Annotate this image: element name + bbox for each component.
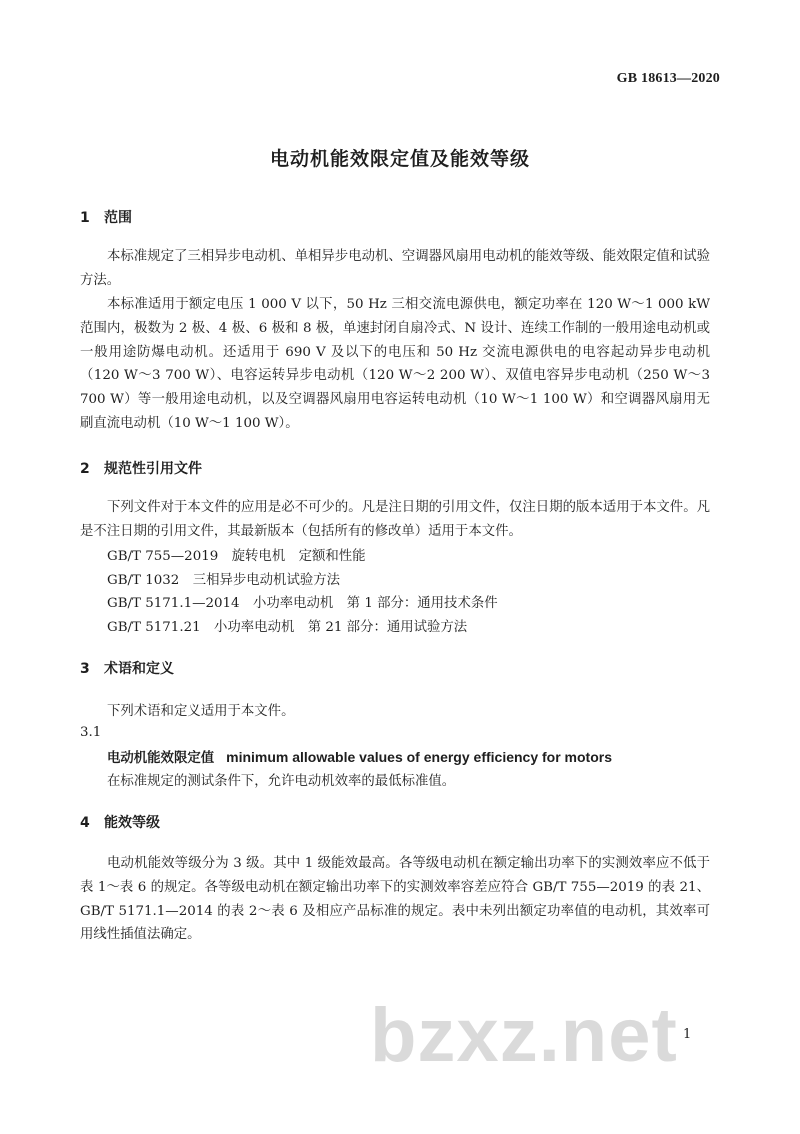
section-1-heading — [80, 207, 132, 227]
document-title: 电动机能效限定值及能效等级 — [269, 148, 530, 170]
section-number: 3 — [80, 661, 90, 677]
term-english: minimum allowable values of energy efficiency for motors — [226, 749, 613, 765]
section-number: 2 — [80, 461, 90, 477]
section-title: 范围 — [104, 210, 132, 226]
section-number: 1 — [80, 210, 90, 226]
section-1-paragraph-2: 本标准适用于额定电压 1 000 V 以下，50 Hz 三相交流电源供电，额定功率在 120 W～1 000 kW 范围内，极数为 2 极、4 极、6 极和 8 极，单速封闭自扇冷式、N 设计、连续工作制的一般用途电动机或一般用途防爆电动机。还适用于 690 V 及以下的电压和 50 Hz 交流电源供电的电容起动异步电动机（120 W～3 700 W）、电容运转异步电动机（120 W～2 200 W）、双值电容异步电动机（250 W～3 700 W）等一般用途电动机，以及空调器风扇用电容运转电动机（10 W～1 100 W）和空调器风扇用无刷直流电动机（10 W～1 100 W）。 — [80, 297, 710, 431]
standard-code: GB 18613—2020 — [616, 71, 720, 86]
section-title: 能效等级 — [104, 815, 160, 831]
term-entry — [107, 747, 612, 766]
section-2-heading — [80, 458, 202, 478]
reference-item: GB/T 755—2019 旋转电机 定额和性能 — [107, 549, 366, 564]
section-2-intro: 下列文件对于本文件的应用是必不可少的。凡是注日期的引用文件，仅注日期的版本适用于本文件。凡是不注日期的引用文件，其最新版本（包括所有的修改单）适用于本文件。 — [80, 500, 710, 539]
watermark: bzxz.net — [370, 993, 678, 1078]
term-definition: 在标准规定的测试条件下，允许电动机效率的最低标准值。 — [107, 774, 456, 789]
term-chinese: 电动机能效限定值 — [107, 751, 215, 766]
section-number: 4 — [80, 815, 90, 831]
section-title: 规范性引用文件 — [104, 461, 202, 477]
page-number: 1 — [683, 1027, 692, 1042]
section-3-heading — [80, 658, 174, 678]
section-1-paragraph-1: 本标准规定了三相异步电动机、单相异步电动机、空调器风扇用电动机的能效等级、能效限定值和试验方法。 — [80, 249, 710, 288]
section-4-heading — [80, 812, 160, 832]
section-3-intro: 下列术语和定义适用于本文件。 — [107, 704, 295, 719]
section-title: 术语和定义 — [104, 661, 174, 677]
reference-item: GB/T 5171.21 小功率电动机 第 21 部分：通用试验方法 — [107, 620, 468, 635]
section-4-paragraph: 电动机能效等级分为 3 级。其中 1 级能效最高。各等级电动机在额定输出功率下的实测效率应不低于表 1～表 6 的规定。各等级电动机在额定输出功率下的实测效率容差应符合 GB/T 755—2019 的表 21、GB/T 5171.1—2014 的表 2～表 6 及相应产品标准的规定。表中未列出额定功率值的电动机，其效率可用线性插值法确定。 — [80, 856, 710, 943]
reference-item: GB/T 5171.1—2014 小功率电动机 第 1 部分：通用技术条件 — [107, 596, 498, 611]
reference-item: GB/T 1032 三相异步电动机试验方法 — [107, 573, 341, 588]
subsection-number: 3.1 — [80, 725, 102, 740]
